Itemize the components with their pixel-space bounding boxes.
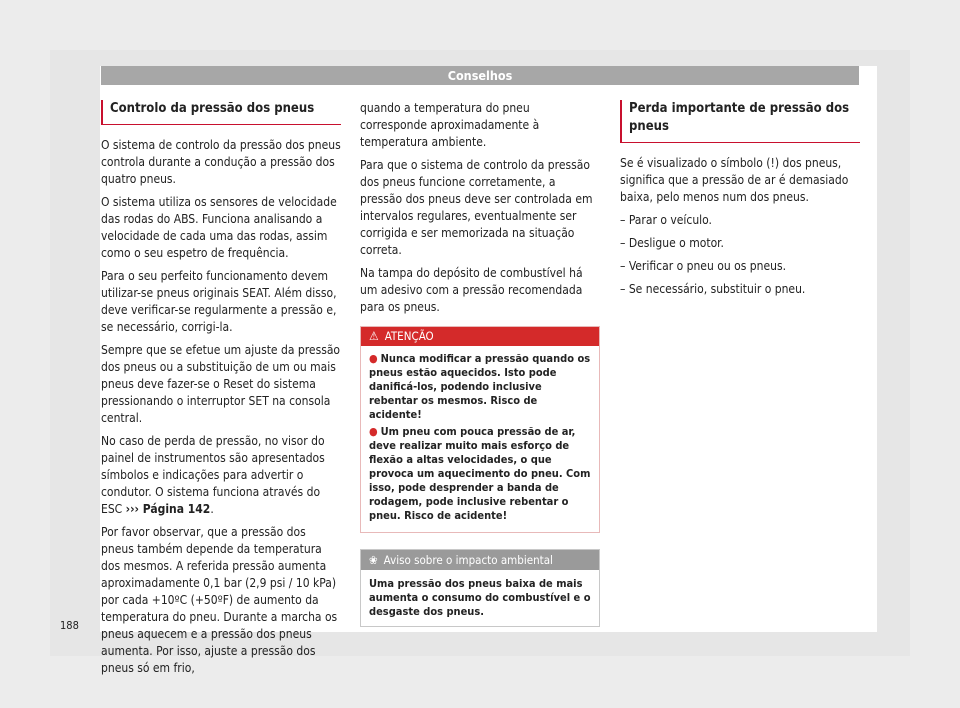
column-1 (101, 100, 341, 683)
warning-body (361, 346, 599, 532)
warning-title: ATENÇÃO (384, 329, 434, 343)
paragraph: Se é visualizado o símbolo (!) dos pneus, significa que a pressão de ar é demasiado baixa, pelo menos num dos pneus. (620, 156, 849, 204)
warning-box (360, 326, 600, 533)
column-2 (360, 100, 600, 627)
step-item: – Se necessário, substituir o pneu. (620, 282, 806, 296)
bullet-icon: ● (369, 352, 378, 365)
paragraph: Na tampa do depósito de combustível há um adesivo com a pressão recomendada para os pneus. (360, 266, 583, 314)
bullet-icon: ● (369, 425, 378, 438)
warning-header (361, 327, 599, 346)
paragraph-text: No caso de perda de pressão, no visor do painel de instrumentos são apresentados símbolos e indicações para advertir o condutor. O sistema funciona através do ESC (101, 434, 325, 516)
section-title-tire-pressure: Controlo da pressão dos pneus (101, 100, 341, 125)
column-3 (620, 100, 860, 304)
step-item: – Desligue o motor. (620, 236, 724, 250)
warning-triangle-icon: ⚠ (369, 329, 379, 343)
paragraph: Sempre que se efetue um ajuste da pressão dos pneus ou a substituição de um ou mais pneus deve fazer-se o Reset do sistema pressionando o interruptor SET na consola central. (101, 343, 341, 425)
section-title-pressure-loss: Perda importante de pressão dos pneus (620, 100, 860, 143)
warning-item (369, 352, 591, 422)
page-number: 188 (60, 619, 79, 632)
environment-box (360, 549, 600, 627)
warning-item (369, 425, 591, 523)
paragraph (101, 433, 341, 518)
environment-title: Aviso sobre o impacto ambiental (383, 553, 553, 567)
warning-item-text: Nunca modificar a pressão quando os pneus estão aquecidos. Isto pode danificá-los, podendo inclusive rebentar os mesmos. Risco de acidente! (369, 352, 591, 421)
environment-flower-icon: ❀ (369, 553, 378, 567)
paragraph: Para o seu perfeito funcionamento devem utilizar-se pneus originais SEAT. Além disso, deve verificar-se regularmente a pressão e, se necessário, corrigi-la. (101, 269, 337, 334)
paragraph: Por favor observar, que a pressão dos pneus também depende da temperatura dos mesmos. A referida pressão aumenta aproximadamente 0,1 bar (2,9 psi / 10 kPa) por cada +10ºC (+50ºF) de aumento da temperatura do pneu. Durante a marcha os pneus aquecem e a pressão dos pneus aumenta. Por isso, ajuste a pressão dos pneus só em frio, (101, 525, 338, 675)
paragraph: O sistema utiliza os sensores de velocidade das rodas do ABS. Funciona analisando a velocidade de cada uma das rodas, assim como o seu espetro de frequência. (101, 195, 337, 260)
chapter-header: Conselhos (101, 66, 859, 85)
paragraph: O sistema de controlo da pressão dos pneus controla durante a condução a pressão dos quatro pneus. (101, 138, 341, 186)
environment-text: Uma pressão dos pneus baixa de mais aumenta o consumo do combustível e o desgaste dos pneus. (369, 577, 591, 618)
environment-header (361, 550, 599, 570)
paragraph: Para que o sistema de controlo da pressão dos pneus funcione corretamente, a pressão dos pneus deve ser controlada em intervalos regulares, eventualmente ser corrigida e ser memorizada na situação correta. (360, 158, 593, 257)
paragraph: quando a temperatura do pneu corresponde aproximadamente à temperatura ambiente. (360, 101, 540, 149)
step-item: – Verificar o pneu ou os pneus. (620, 259, 786, 273)
step-item: – Parar o veículo. (620, 213, 712, 227)
paragraph-end: . (210, 502, 214, 516)
warning-item-text: Um pneu com pouca pressão de ar, deve realizar muito mais esforço de flexão a altas velocidades, o que provoca um aquecimento do pneu. Com isso, pode desprender a banda de rodagem, pode inclusive rebentar o pneu. Risco de acidente! (369, 425, 591, 522)
page-reference-link[interactable]: ››› Página 142 (125, 502, 211, 516)
